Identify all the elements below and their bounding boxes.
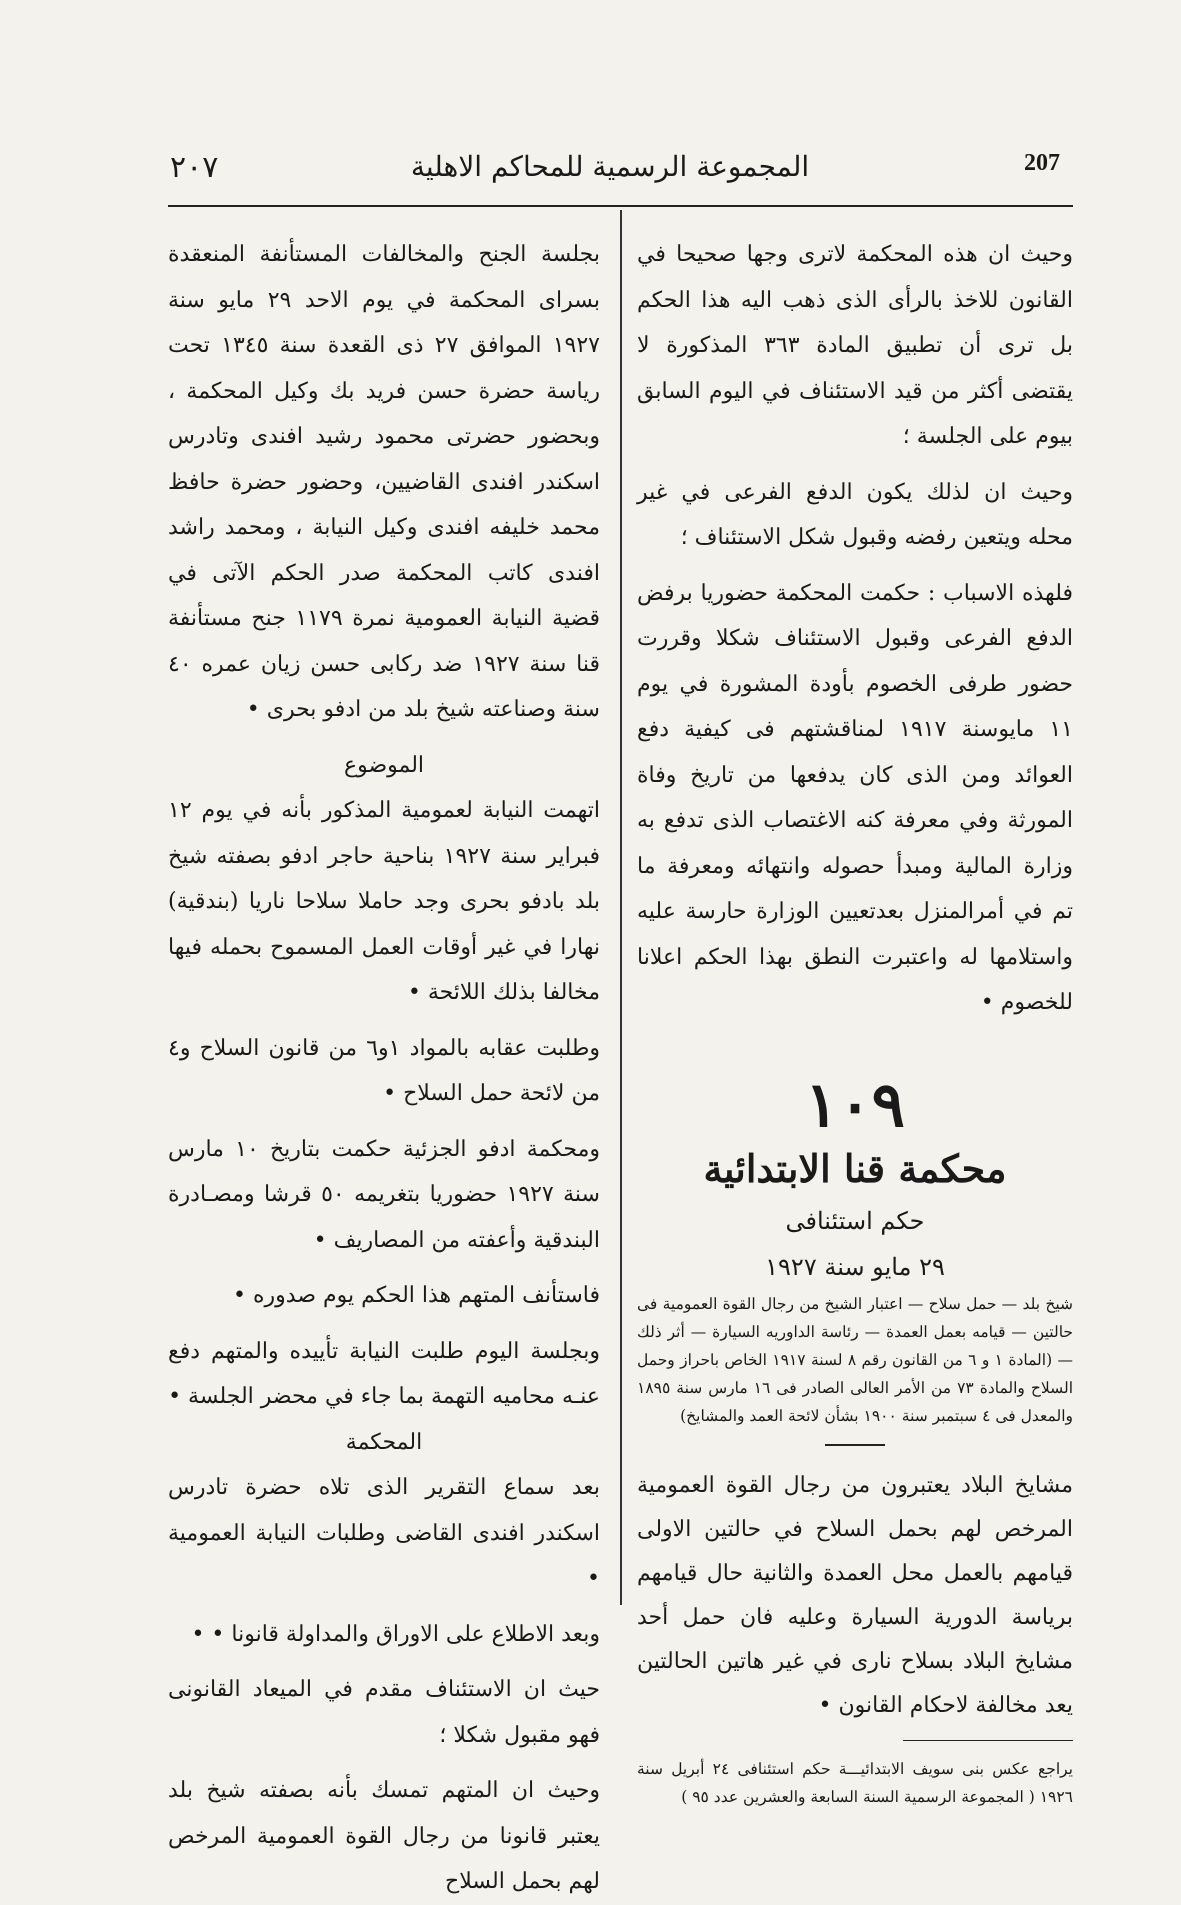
paragraph: حيث ان الاستئناف مقدم في الميعاد القانونى فهو مقبول شكلا ؛ [168,1677,600,1748]
section-divider [825,1444,885,1446]
paragraph: وبعد الاطلاع على الاوراق والمداولة قانونا • • [191,1621,600,1647]
paragraph: بعد سماع التقرير الذى تلاه حضرة تادرس اسكندر افندى القاضى وطلبات النيابة العمومية • [168,1475,600,1591]
page-header [160,150,1060,190]
right-column [637,232,1073,1811]
page-number-arabic: ٢٠٧ [170,150,219,185]
judgment-date: ٢٩ مايو سنة ١٩٢٧ [765,1252,945,1281]
footnote: يراجع عكس بنى سويف الابتدائيـــة حكم استئنافى ٢٤ أبريل سنة ١٩٢٦ ( المجموعة الرسمية السنة السابعة والعشرين عدد ٩٥ ) [637,1760,1073,1806]
column-divider [620,210,622,1605]
paragraph: بجلسة الجنح والمخالفات المستأنفة المنعقدة بسراى المحكمة في يوم الاحد ٢٩ مايو سنة ١٩٢٧ الموافق ٢٧ ذى القعدة سنة ١٣٤٥ تحت رياسة حضرة حسن فريد بك وكيل المحكمة ، وبحضور حضرتى محمود رشيد افندى وتادرس اسكندر افندى القاضيين، وحضور حضرة حافظ محمد خليفه افندى وكيل النيابة ، ومحمد راشد افندى كاتب المحكمة صدر الحكم الآتى في قضية النيابة العمومية نمرة ١١٧٩ جنح مستأنفة قنا سنة ١٩٢٧ ضد ركابى حسن زيان عمره ٤٠ سنة وصناعته شيخ بلد من ادفو بحرى • [168,242,601,722]
paragraph: اتهمت النيابة لعمومية المذكور بأنه في يوم ١٢ فبراير سنة ١٩٢٧ بناحية حاجر ادفو بصفته شيخ بلد بادفو بحرى وجد حاملا سلاحا ناريا (بندقية) نهارا في غير أوقات العمل المسموح بحمله فيها مخالفا بذلك اللائحة • [168,798,600,1005]
keywords-summary: شيخ بلد — حمل سلاح — اعتبار الشيخ من رجال القوة العمومية فى حالتين — قيامه بعمل العمدة — رئاسة الداوريه السيارة — أثر ذلك — (المادة ١ و ٦ من القانون رقم ٨ لسنة ١٩١٧ الخاص باحراز وحمل السلاح والمادة ٧٣ من الأمر العالى الصادر فى ١٦ مارس سنة ١٨٩٥ والمعدل فى ٤ سبتمبر سنة ١٩٠٠ بشأن لائحة العمد والمشايخ) [637,1294,1074,1425]
page-number-latin: 207 [1024,150,1060,176]
court-title: محكمة قنا الابتدائية [703,1145,1007,1191]
case-number: ١٠٩ [805,1067,905,1141]
header-rule [168,205,1073,207]
section-heading-subject: الموضوع [343,752,425,778]
section-heading-court: المحكمة [345,1429,423,1455]
paragraph: وحيث ان المتهم تمسك بأنه بصفته شيخ بلد يعتبر قانونا من رجال القوة العمومية المرخص لهم بحمل السلاح [168,1778,600,1894]
paragraph: فلهذه الاسباب : حكمت المحكمة حضوريا برفض الدفع الفرعى وقبول الاستئناف شكلا وقررت حضور طرفى الخصوم بأودة المشورة في يوم ١١ مايوسنة ١٩١٧ لمناقشتهم فى كيفية دفع العوائد ومن الذى كان يدفعها من تاريخ وفاة المورثة وفي معرفة كنه الاغتصاب الذى تدفع به وزارة المالية ومبدأ حصوله وانتهائه ومعرفة ما تم في أمرالمنزل بعدتعيين الوزارة حارسة عليه واستلامها له واعتبرت النطق بهذا الحكم اعلانا للخصوم • [637,580,1073,1015]
running-title: المجموعة الرسمية للمحاكم الاهلية [410,150,810,183]
left-column [168,232,600,1905]
paragraph: وطلبت عقابه بالمواد ١و٦ من قانون السلاح و٤ من لائحة حمل السلاح • [168,1035,600,1106]
judgment-type: حكم استئنافى [785,1206,925,1235]
legal-principle: مشايخ البلاد يعتبرون من رجال القوة العمومية المرخص لهم بحمل السلاح في حالتين الاولى قيامهم بالعمل محل العمدة والثانية حال قيامهم برياسة الدورية السيارة وعليه فان حمل أحد مشايخ البلاد بسلاح نارى في غير هاتين الحالتين يعد مخالفة لاحكام القانون • [637,1472,1073,1718]
paragraph: وحيث ان هذه المحكمة لاترى وجها صحيحا في القانون للاخذ بالرأى الذى ذهب اليه هذا الحكم بل ترى أن تطبيق المادة ٣٦٣ المذكورة لا يقتضى أكثر من قيد الاستئناف في اليوم السابق بيوم على الجلسة ؛ [637,242,1073,449]
paragraph: وحيث ان لذلك يكون الدفع الفرعى في غير محله ويتعين رفضه وقبول شكل الاستئناف ؛ [637,479,1073,550]
paragraph: ومحكمة ادفو الجزئية حكمت بتاريخ ١٠ مارس سنة ١٩٢٧ حضوريا بتغريمه ٥٠ قرشا ومصـادرة البندقية وأعفته من المصاريف • [168,1136,600,1253]
paragraph: وبجلسة اليوم طلبت النيابة تأييده والمتهم دفع عنـه محاميه التهمة بما جاء في محضر الجلسة • [168,1338,600,1409]
paragraph: فاستأنف المتهم هذا الحكم يوم صدوره • [233,1283,600,1308]
footnote-rule [903,1740,1073,1742]
